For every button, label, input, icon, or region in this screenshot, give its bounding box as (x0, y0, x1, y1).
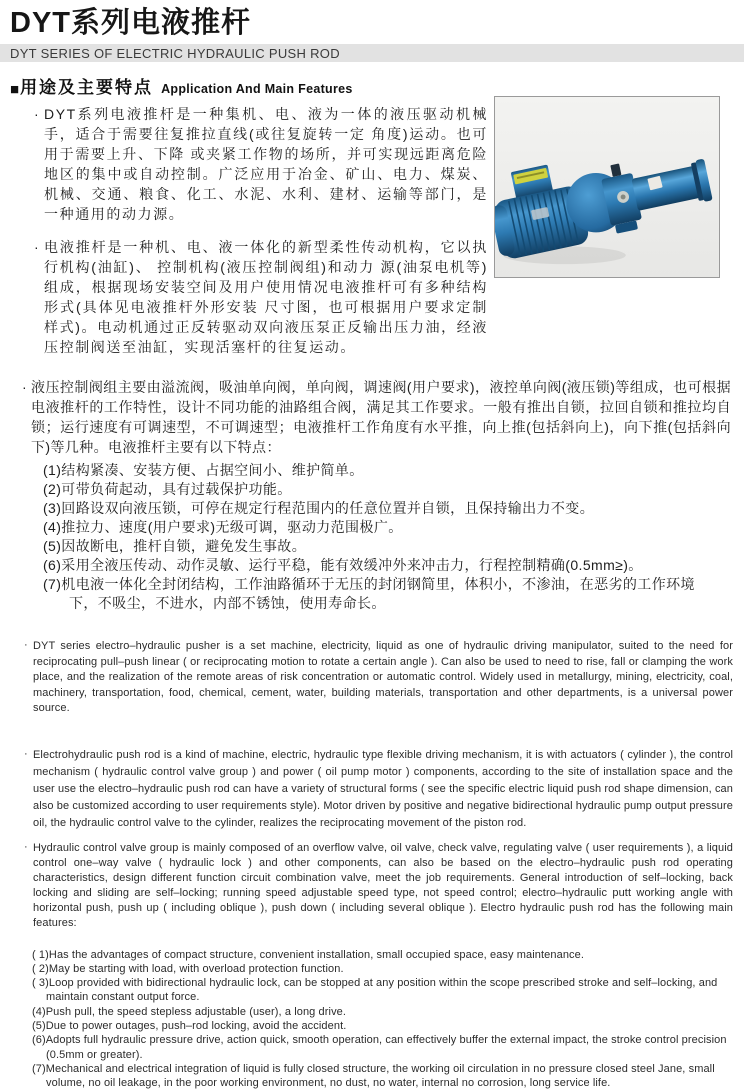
en-feature-item: (6)Adopts full hydraulic pressure drive, action quick, smooth operation, can effectively buffer the external impact, the stroke control precision (0.5mm or greater). (32, 1033, 734, 1062)
section-heading-en: Application And Main Features (161, 82, 353, 96)
cn-paragraph-1-text: DYT系列电液推杆是一种集机、电、液为一体的液压驱动机械手，适合于需要往复推拉直线(或往复旋转一定 角度)运动。也可用于需要上升、下降 或夹紧工作物的场所，并可实现远距离危险地区的集中或自动控制。广泛应用于冶金、矿山、电力、煤炭、机械、交通、粮食、化工、水泥、水利、建材、运输等部门，是一种通用的动力源。 (44, 106, 488, 222)
subtitle-bar (0, 44, 744, 62)
cn-paragraph-3 (22, 377, 731, 457)
main-content (0, 73, 744, 1090)
subtitle-text: DYT SERIES OF ELECTRIC HYDRAULIC PUSH ROD (10, 46, 340, 61)
cn-paragraph-2 (34, 237, 488, 357)
paragraph-bullet: · (22, 377, 27, 397)
en-paragraph-3-text: Hydraulic control valve group is mainly composed of an overflow valve, oil valve, check valve, regulating valve ( user requirements ), a liquid control one–way valve ( hydraulic lock ) and other components, can also be based on the electro–hydraulic push rod operating characteristics, design different function circuit combination valve, meet the job requirements. General introduction of self–locking, back locking and sliding are self–locking; running speed adjustable speed type, not speed control; electro–hydraulic putt working angle with horizontal push, push up ( including oblique ), push down ( including several oblique ). Electro hydraulic push rod has the following main features: (33, 842, 733, 929)
section-heading-cn: 用途及主要特点 (20, 73, 153, 98)
cn-feature-item: (7)机电液一体化全封闭结构，工作油路循环于无压的封闭钢简里，体积小，不渗油，在恶劣的工作环境下，不吸尘，不进水，内部不锈蚀，使用寿命长。 (43, 575, 703, 613)
cn-feature-item: (5)因故断电，推杆自锁，避免发生事故。 (43, 537, 703, 556)
paragraph-bullet: · (34, 237, 40, 257)
page-title: DYT系列电液推杆 (10, 7, 744, 39)
cn-feature-item: (6)采用全液压传动、动作灵敏、运行平稳，能有效缓冲外来冲击力，行程控制精确(0.5mm≥)。 (43, 556, 703, 575)
en-feature-list (32, 948, 734, 1090)
square-bullet-icon: ■ (10, 81, 19, 98)
cn-feature-list (43, 461, 703, 613)
en-feature-item: ( 1)Has the advantages of compact structure, convenient installation, small occupied space, easy maintenance. (32, 948, 734, 962)
paragraph-bullet: · (24, 840, 28, 855)
en-feature-item: ( 2)May be starting with load, with overload protection function. (32, 962, 734, 976)
cn-feature-item: (2)可带负荷起动，具有过载保护功能。 (43, 480, 703, 499)
en-paragraph-2-text: Electrohydraulic push rod is a kind of machine, electric, hydraulic type flexible driving mechanism, it is with actuators ( cylinder ), the control mechanism ( hydraulic control valve group ) and power ( oil pump motor ) components, according to the site of installation space and the user use the electro–hydraulic push rod can have a variety of structural forms ( see the specific electric liquid push rod shape dimension, can also be customized according to user requirements style). Motor driven by positive and negative bidirectional hydraulic pump output pressure oil, the hydraulic control valve to the cylinder, realizes the reciprocating movement of the piston rod. (33, 749, 733, 829)
cn-feature-item: (4)推拉力、速度(用户要求)无级可调，驱动力范围极广。 (43, 518, 703, 537)
en-feature-item: ( 3)Loop provided with bidirectional hydraulic lock, can be stopped at any position within the scope prescribed stroke and self–locking, and maintain constant output force. (32, 976, 734, 1005)
paragraph-bullet: · (24, 746, 28, 763)
push-rod-illustration (495, 97, 719, 277)
cn-paragraph-1 (34, 104, 488, 224)
catalog-page (0, 7, 744, 974)
cn-paragraph-3-text: 液压控制阀组主要由溢流阀，吸油单向阀，单向阀，调速阀(用户要求)，液控单向阀(液压锁)等组成，也可根据 电液推杆的工作特性，设计不同功能的油路组合阀，满足其工作要求。一般有推出自锁，拉回自锁和推拉均自 锁；运行速度有可调速型，不可调速型；电液推杆工作角度有水平推，向上推(包括斜向上)，向下推(包括斜向 下)等几种。电液推杆主要有以下特点： (31, 379, 731, 455)
paragraph-bullet: · (24, 638, 28, 654)
en-feature-item: (5)Due to power outages, push–rod locking, avoid the accident. (32, 1019, 734, 1033)
en-paragraph-3 (24, 841, 733, 931)
en-feature-item: (4)Push pull, the speed stepless adjustable (user), a long drive. (32, 1005, 734, 1019)
en-feature-item: (7)Mechanical and electrical integration of liquid is fully closed structure, the working oil circulation in no pressure closed steel Jane, small volume, no oil leakage, in the poor working environment, no dust, no water, internal no corrosion, long service life. (32, 1062, 734, 1090)
cn-feature-item: (3)回路设双向液压锁，可停在规定行程范围内的任意位置并自锁，且保持输出力不变。 (43, 499, 703, 518)
en-paragraph-2 (24, 747, 733, 832)
cn-paragraph-2-text: 电液推杆是一种机、电、液一体化的新型柔性传动机构，它以执行机构(油缸)、 控制机构(液压控制阀组)和动力 源(油泵电机等)组成，根据现场安装空间及用户使用情况电液推杆可有多种结构形式(具体见电液推杆外形安装 尺寸图，也可根据用户要求定制样式)。电动机通过正反转驱动双向液压泵正反输出压力油，经液压控制阀送至油缸，实现活塞杆的往复运动。 (44, 239, 488, 355)
en-paragraph-1-text: DYT series electro–hydraulic pusher is a set machine, electricity, liquid as one of hydraulic driving manipulator, suited to the need for reciprocating pull–push linear ( or reciprocating motion to rotate a certain angle ). Can also be used to need to rise, fall or clamping the work place, and the realization of the remote areas of risk concentration or automatic control. Widely used in metallurgy, mining, electricity, coal, machinery, transportation, food, chemical, cement, water, building materials, transportation and other departments, is a universal power source. (33, 640, 733, 714)
product-photo (494, 96, 720, 278)
cn-feature-item: (1)结构紧凑、安装方便、占据空间小、维护简单。 (43, 461, 703, 480)
section-heading (10, 73, 731, 98)
paragraph-bullet: · (34, 104, 40, 124)
en-paragraph-1 (24, 639, 733, 717)
